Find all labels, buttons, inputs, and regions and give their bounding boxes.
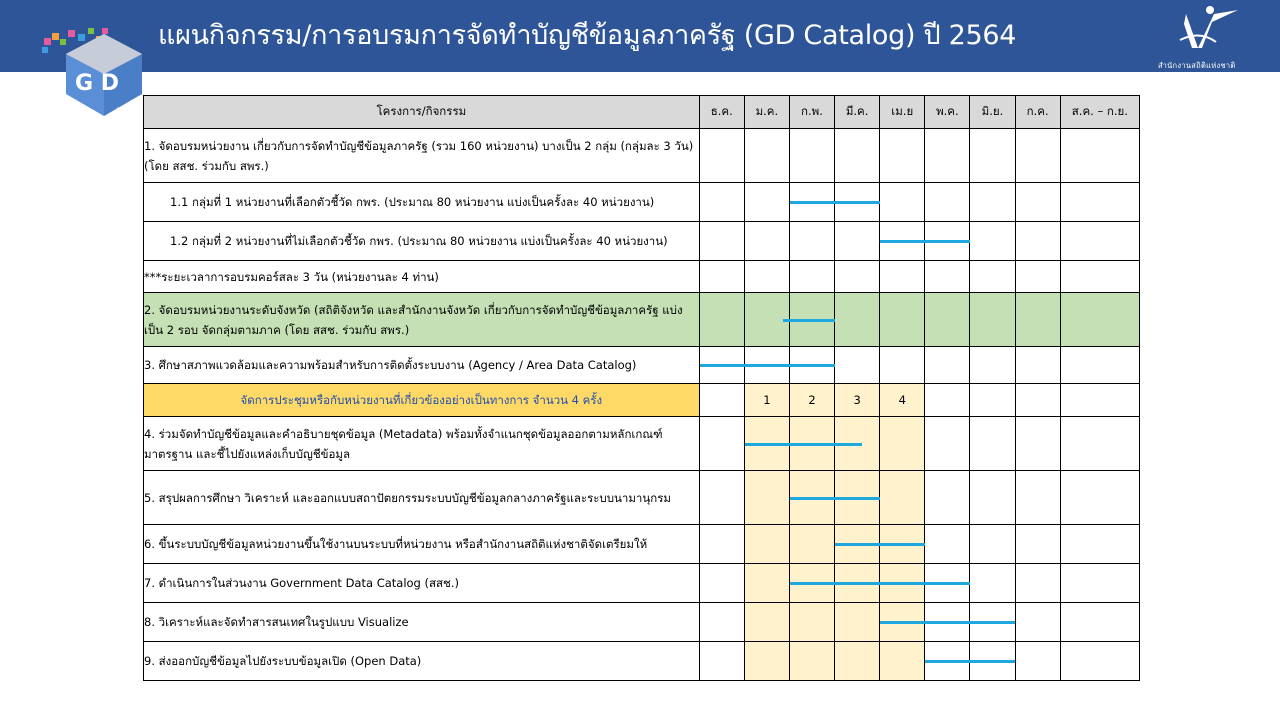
month-cell: [699, 603, 744, 642]
month-cell: [744, 183, 789, 222]
task-label: 4. ร่วมจัดทำบัญชีข้อมูลและคำอธิบายชุดข้อมูล (Metadata) พร้อมทั้งจำแนกชุดข้อมูลออกตามหลักเกณฑ์ มาตรฐาน และชี้ไปยังแหล่งเก็บบัญชีข้อมูล: [144, 417, 700, 471]
month-cell: [1015, 417, 1060, 471]
task-label: 1. จัดอบรมหน่วยงาน เกี่ยวกับการจัดทำบัญชีข้อมูลภาครัฐ (รวม 160 หน่วยงาน) บางเป็น 2 กลุ่ม (กลุ่มละ 3 วัน) (โดย สสช. ร่วมกับ สพร.): [144, 129, 700, 183]
month-cell: [835, 642, 880, 681]
meeting-number: 4: [880, 384, 925, 417]
gantt-bar: [790, 201, 880, 204]
gd-catalog-logo: [38, 24, 144, 118]
table-row: [144, 261, 1140, 293]
month-cell: [970, 347, 1015, 384]
month-cell: [699, 222, 744, 261]
month-cell: [835, 261, 880, 293]
month-cell: [880, 129, 925, 183]
table-row: [144, 129, 1140, 183]
month-cell: [1060, 564, 1139, 603]
gantt-bar: [925, 660, 1015, 663]
month-cell: [1015, 222, 1060, 261]
table-header-row: [144, 96, 1140, 129]
month-cell: [699, 384, 744, 417]
month-cell: [1015, 261, 1060, 293]
month-cell: [1015, 129, 1060, 183]
month-cell: [970, 293, 1015, 347]
month-cell: [925, 384, 970, 417]
task-label: 6. ขึ้นระบบบัญชีข้อมูลหน่วยงานขึ้นใช้งานบนระบบที่หน่วยงาน หรือสำนักงานสถิติแห่งชาติจัดเตรียมให้: [144, 525, 700, 564]
month-cell: [880, 471, 925, 525]
table-row: [144, 525, 1140, 564]
month-cell: [970, 261, 1015, 293]
gd-logo-sub: CATALOG: [116, 107, 144, 114]
month-cell: [699, 347, 744, 384]
gd-logo-letters: G D: [75, 71, 119, 96]
meeting-label: จัดการประชุมหรือกับหน่วยงานที่เกี่ยวข้องอย่างเป็นทางการ จำนวน 4 ครั้ง: [144, 384, 700, 417]
month-cell: [789, 603, 834, 642]
task-label: 8. วิเคราะห์และจัดทำสารสนเทศในรูปแบบ Visualize: [144, 603, 700, 642]
meeting-number: 2: [789, 384, 834, 417]
task-label: 1.1 กลุ่มที่ 1 หน่วยงานที่เลือกตัวชี้วัด กพร. (ประมาณ 80 หน่วยงาน แบ่งเป็นครั้งละ 40 หน่วยงาน): [144, 183, 700, 222]
month-cell: [880, 183, 925, 222]
month-cell: [880, 642, 925, 681]
task-label: 9. ส่งออกบัญชีข้อมูลไปยังระบบข้อมูลเปิด (Open Data): [144, 642, 700, 681]
header-month: เม.ย: [880, 96, 925, 129]
task-label: 3. ศึกษาสภาพแวดล้อมและความพร้อมสำหรับการติดตั้งระบบงาน (Agency / Area Data Catalog): [144, 347, 700, 384]
header-month: ก.พ.: [789, 96, 834, 129]
table-row: [144, 642, 1140, 681]
month-cell: [835, 603, 880, 642]
month-cell: [699, 471, 744, 525]
month-cell: [970, 222, 1015, 261]
nso-caption: สำนักงานสถิติแห่งชาติ: [1158, 61, 1236, 70]
task-label: ***ระยะเวลาการอบรมคอร์สละ 3 วัน (หน่วยงานละ 4 ท่าน): [144, 261, 700, 293]
month-cell: [699, 129, 744, 183]
month-cell: [925, 183, 970, 222]
header-month: ธ.ค.: [699, 96, 744, 129]
month-cell: [835, 222, 880, 261]
month-cell: [835, 347, 880, 384]
month-cell: [744, 129, 789, 183]
month-cell: [1015, 384, 1060, 417]
month-cell: [744, 525, 789, 564]
month-cell: [970, 525, 1015, 564]
gantt-bar: [700, 364, 835, 367]
header-month: มี.ค.: [835, 96, 880, 129]
nso-emblem-icon: [1150, 2, 1270, 60]
month-cell: [1060, 525, 1139, 564]
month-cell: [970, 384, 1015, 417]
month-cell: [1015, 564, 1060, 603]
month-cell: [835, 129, 880, 183]
month-cell: [1015, 347, 1060, 384]
month-cell: [699, 642, 744, 681]
month-cell: [1060, 642, 1139, 681]
month-cell: [789, 525, 834, 564]
table-row: [144, 384, 1140, 417]
month-cell: [789, 129, 834, 183]
month-cell: [1015, 471, 1060, 525]
table-row: [144, 183, 1140, 222]
month-cell: [1060, 603, 1139, 642]
nso-logo: [1150, 2, 1270, 70]
task-label: 5. สรุปผลการศึกษา วิเคราะห์ และออกแบบสถาปัตยกรรมระบบบัญชีข้อมูลกลางภาครัฐและระบบนามานุกรม: [144, 471, 700, 525]
table-row: [144, 417, 1140, 471]
header-month: ม.ค.: [744, 96, 789, 129]
header-task: โครงการ/กิจกรรม: [144, 96, 700, 129]
gantt-bar: [880, 240, 970, 243]
header-month: พ.ค.: [925, 96, 970, 129]
month-cell: [699, 564, 744, 603]
month-cell: [1015, 183, 1060, 222]
month-cell: [744, 564, 789, 603]
table-row: [144, 293, 1140, 347]
month-cell: [1060, 183, 1139, 222]
table-row: [144, 603, 1140, 642]
month-cell: [1060, 129, 1139, 183]
month-cell: [744, 261, 789, 293]
gantt-bar: [783, 319, 835, 322]
gantt-bar: [835, 543, 925, 546]
table-row: [144, 222, 1140, 261]
month-cell: [699, 417, 744, 471]
month-cell: [970, 417, 1015, 471]
month-cell: [1060, 293, 1139, 347]
month-cell: [744, 471, 789, 525]
header-month: ส.ค. – ก.ย.: [1060, 96, 1139, 129]
meeting-number: 1: [744, 384, 789, 417]
month-cell: [925, 347, 970, 384]
month-cell: [1060, 222, 1139, 261]
month-cell: [925, 293, 970, 347]
month-cell: [970, 129, 1015, 183]
task-label: 2. จัดอบรมหน่วยงานระดับจังหวัด (สถิติจังหวัด และสำนักงานจังหวัด เกี่ยวกับการจัดทำบัญชีข้อมูลภาครัฐ แบ่งเป็น 2 รอบ จัดกลุ่มตามภาค (โดย สสช. ร่วมกับ สพร.): [144, 293, 700, 347]
month-cell: [880, 417, 925, 471]
activity-gantt-table: [143, 95, 1140, 681]
month-cell: [789, 642, 834, 681]
month-cell: [1015, 293, 1060, 347]
month-cell: [970, 471, 1015, 525]
task-label: 7. ดำเนินการในส่วนงาน Government Data Catalog (สสช.): [144, 564, 700, 603]
page-title: แผนกิจกรรม/การอบรมการจัดทำบัญชีข้อมูลภาครัฐ (GD Catalog) ปี 2564: [158, 20, 1017, 51]
month-cell: [1015, 642, 1060, 681]
month-cell: [744, 642, 789, 681]
month-cell: [744, 603, 789, 642]
month-cell: [880, 347, 925, 384]
month-cell: [1060, 471, 1139, 525]
month-cell: [835, 293, 880, 347]
month-cell: [699, 525, 744, 564]
month-cell: [1015, 603, 1060, 642]
table-row: [144, 471, 1140, 525]
month-cell: [789, 261, 834, 293]
month-cell: [970, 183, 1015, 222]
month-cell: [925, 525, 970, 564]
month-cell: [699, 293, 744, 347]
month-cell: [1060, 417, 1139, 471]
month-cell: [1060, 384, 1139, 417]
meeting-number: 3: [835, 384, 880, 417]
month-cell: [925, 417, 970, 471]
month-cell: [699, 261, 744, 293]
month-cell: [970, 564, 1015, 603]
month-cell: [1060, 261, 1139, 293]
task-label: 1.2 กลุ่มที่ 2 หน่วยงานที่ไม่เลือกตัวชี้วัด กพร. (ประมาณ 80 หน่วยงาน แบ่งเป็นครั้งละ 40 หน่วยงาน): [144, 222, 700, 261]
gantt-bar: [790, 582, 970, 585]
table-row: [144, 347, 1140, 384]
month-cell: [880, 293, 925, 347]
month-cell: [789, 222, 834, 261]
month-cell: [1060, 347, 1139, 384]
header-month: ก.ค.: [1015, 96, 1060, 129]
month-cell: [699, 183, 744, 222]
month-cell: [925, 129, 970, 183]
gantt-bar: [745, 443, 862, 446]
month-cell: [925, 471, 970, 525]
gantt-bar: [790, 497, 880, 500]
table-row: [144, 564, 1140, 603]
header-month: มิ.ย.: [970, 96, 1015, 129]
month-cell: [1015, 525, 1060, 564]
month-cell: [880, 261, 925, 293]
gantt-bar: [880, 621, 1015, 624]
month-cell: [925, 261, 970, 293]
month-cell: [744, 222, 789, 261]
